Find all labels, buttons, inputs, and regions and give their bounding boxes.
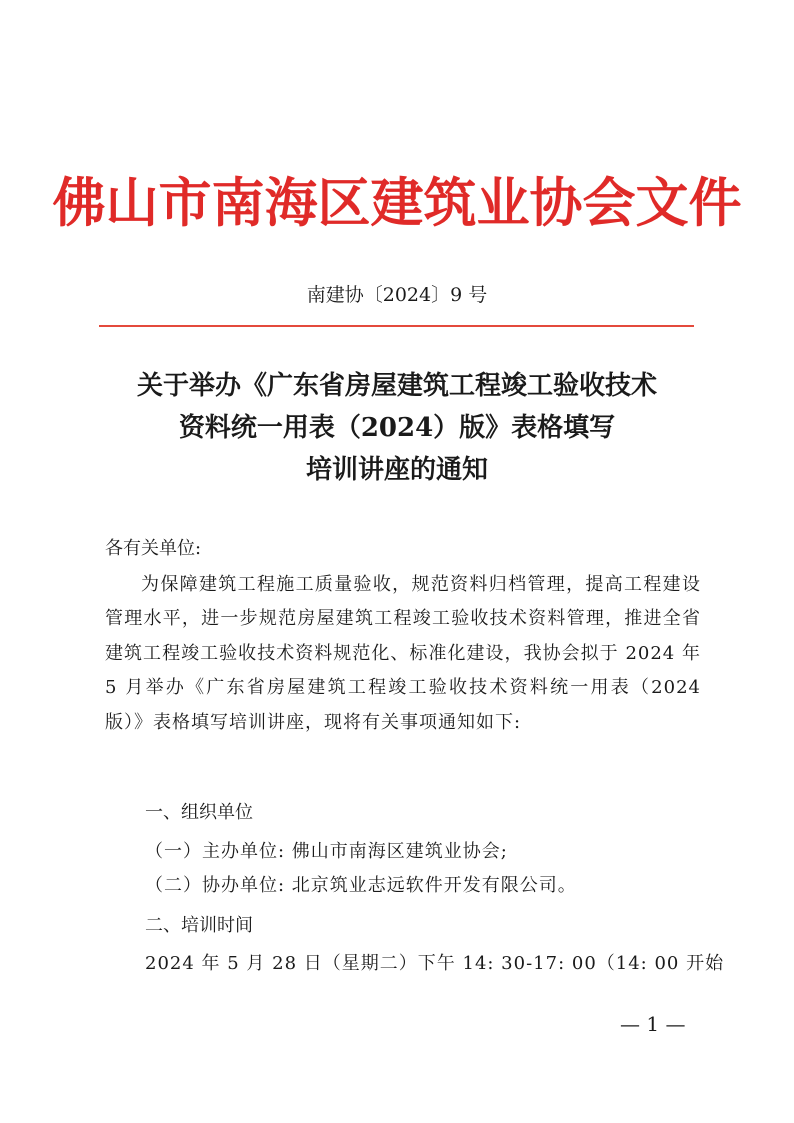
organizer-host-line: （一）主办单位: 佛山市南海区建筑业协会; (145, 841, 508, 862)
notice-title-line-1: 关于举办《广东省房屋建筑工程竣工验收技术 (136, 371, 657, 401)
page-number: — 1 — (620, 1012, 686, 1036)
red-divider-line (99, 325, 694, 327)
notice-title-line-2: 资料统一用表（2024）版》表格填写 (178, 413, 616, 443)
notice-title-line-3: 培训讲座的通知 (305, 455, 488, 485)
training-time-line: 2024 年 5 月 28 日（星期二）下午 14: 30-17: 00（14: 00 开始 (145, 953, 725, 974)
document-header-title: 佛山市南海区建筑业协会文件 (52, 173, 742, 234)
salutation: 各有关单位: (105, 538, 202, 559)
notice-title (0, 365, 794, 491)
intro-paragraph: 为保障建筑工程施工质量验收，规范资料归档管理，提高工程建设管理水平，进一步规范房屋建筑工程竣工验收技术资料管理，推进全省建筑工程竣工验收技术资料规范化、标准化建设，我协会拟于 2024 年 5 月举办《广东省房屋建筑工程竣工验收技术资料统一用表（2024 版）》表格填写培训讲座，现将有关事项通知如下: (105, 574, 701, 733)
section-heading-organizers: 一、组织单位 (145, 802, 253, 823)
document-number: 南建协〔2024〕9 号 (306, 284, 488, 306)
section-heading-training-time: 二、培训时间 (145, 915, 253, 936)
organizer-co-host-line: （二）协办单位: 北京筑业志远软件开发有限公司。 (145, 875, 577, 896)
